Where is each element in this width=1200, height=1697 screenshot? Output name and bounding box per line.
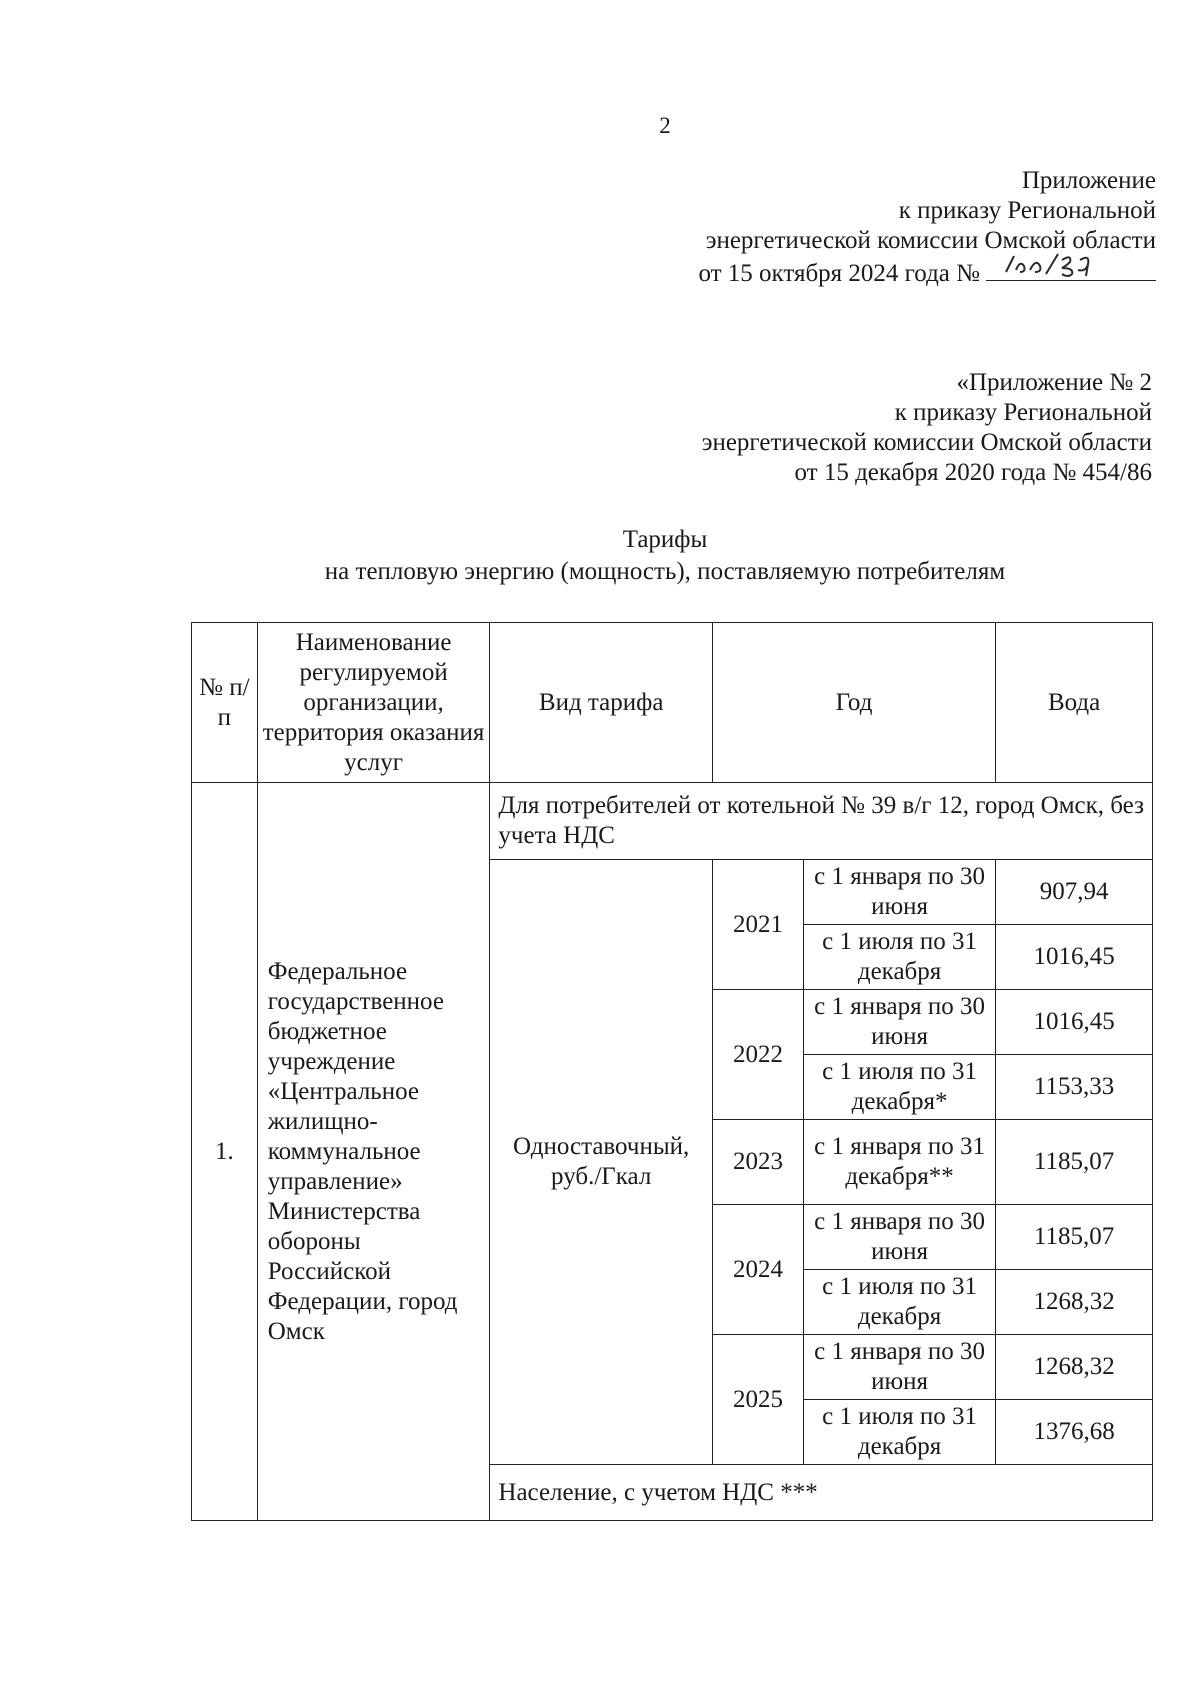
header-org: Наименование регулируемой организации, территория оказания услуг xyxy=(257,623,490,783)
appendix-header-line: к приказу Региональной xyxy=(898,197,1156,224)
organization-name: Федеральное государственное бюджетное учреждение «Центральное жилищно-коммунальное управление» Министерства обороны Российской Федерации, город Омск xyxy=(257,783,490,1521)
quoted-appendix-line: энергетической комиссии Омской области xyxy=(701,429,1152,456)
header-year: Год xyxy=(712,623,995,783)
value-cell: 1016,45 xyxy=(996,925,1153,990)
tariff-type: Одноставочный, руб./Гкал xyxy=(490,860,713,1465)
document-title: Тарифы xyxy=(622,526,708,553)
period-cell: с 1 июля по 31 декабря xyxy=(803,1400,995,1465)
quoted-appendix-line: «Приложение № 2 xyxy=(956,369,1152,396)
value-cell: 1016,45 xyxy=(996,990,1153,1055)
header-water: Вода xyxy=(996,623,1153,783)
header-num: № п/п xyxy=(192,623,258,783)
row-number: 1. xyxy=(192,783,258,1521)
period-cell: с 1 июля по 31 декабря xyxy=(803,1270,995,1335)
handwritten-signature-icon xyxy=(1002,250,1112,280)
group-heading: Для потребителей от котельной № 39 в/г 12, город Омск, без учета НДС xyxy=(490,783,1153,860)
document-subtitle: на тепловую энергию (мощность), поставляемую потребителям xyxy=(324,558,1006,585)
order-line xyxy=(698,256,1156,289)
value-cell: 907,94 xyxy=(996,860,1153,925)
value-cell: 1185,07 xyxy=(996,1205,1153,1270)
period-cell: с 1 июля по 31 декабря* xyxy=(803,1055,995,1120)
period-cell: с 1 января по 30 июня xyxy=(803,1205,995,1270)
population-heading: Население, с учетом НДС *** xyxy=(490,1465,1153,1521)
appendix-header-line: энергетической комиссии Омской области xyxy=(705,227,1156,254)
value-cell: 1376,68 xyxy=(996,1400,1153,1465)
year-cell: 2023 xyxy=(712,1120,803,1205)
year-cell: 2021 xyxy=(712,860,803,990)
value-cell: 1153,33 xyxy=(996,1055,1153,1120)
quoted-appendix-line: от 15 декабря 2020 года № 454/86 xyxy=(794,459,1152,486)
period-cell: с 1 июля по 31 декабря xyxy=(803,925,995,990)
table-header-row xyxy=(192,623,1153,783)
period-cell: с 1 января по 31 декабря** xyxy=(803,1120,995,1205)
year-cell: 2024 xyxy=(712,1205,803,1335)
handwritten-order-number xyxy=(986,256,1156,281)
value-cell: 1268,32 xyxy=(996,1335,1153,1400)
value-cell: 1268,32 xyxy=(996,1270,1153,1335)
period-cell: с 1 января по 30 июня xyxy=(803,990,995,1055)
header-tariff-type: Вид тарифа xyxy=(490,623,713,783)
table-row xyxy=(192,783,1153,860)
period-cell: с 1 января по 30 июня xyxy=(803,1335,995,1400)
quoted-appendix-line: к приказу Региональной xyxy=(894,399,1152,426)
appendix-header-line: Приложение xyxy=(1021,167,1156,194)
tariff-table xyxy=(191,622,1153,1521)
order-prefix: от 15 октября 2024 года № xyxy=(698,260,980,287)
year-cell: 2025 xyxy=(712,1335,803,1465)
quoted-appendix xyxy=(702,368,1152,488)
year-cell: 2022 xyxy=(712,990,803,1120)
page-number: 2 xyxy=(659,113,671,138)
appendix-header xyxy=(698,166,1156,289)
period-cell: с 1 января по 30 июня xyxy=(803,860,995,925)
value-cell: 1185,07 xyxy=(996,1120,1153,1205)
